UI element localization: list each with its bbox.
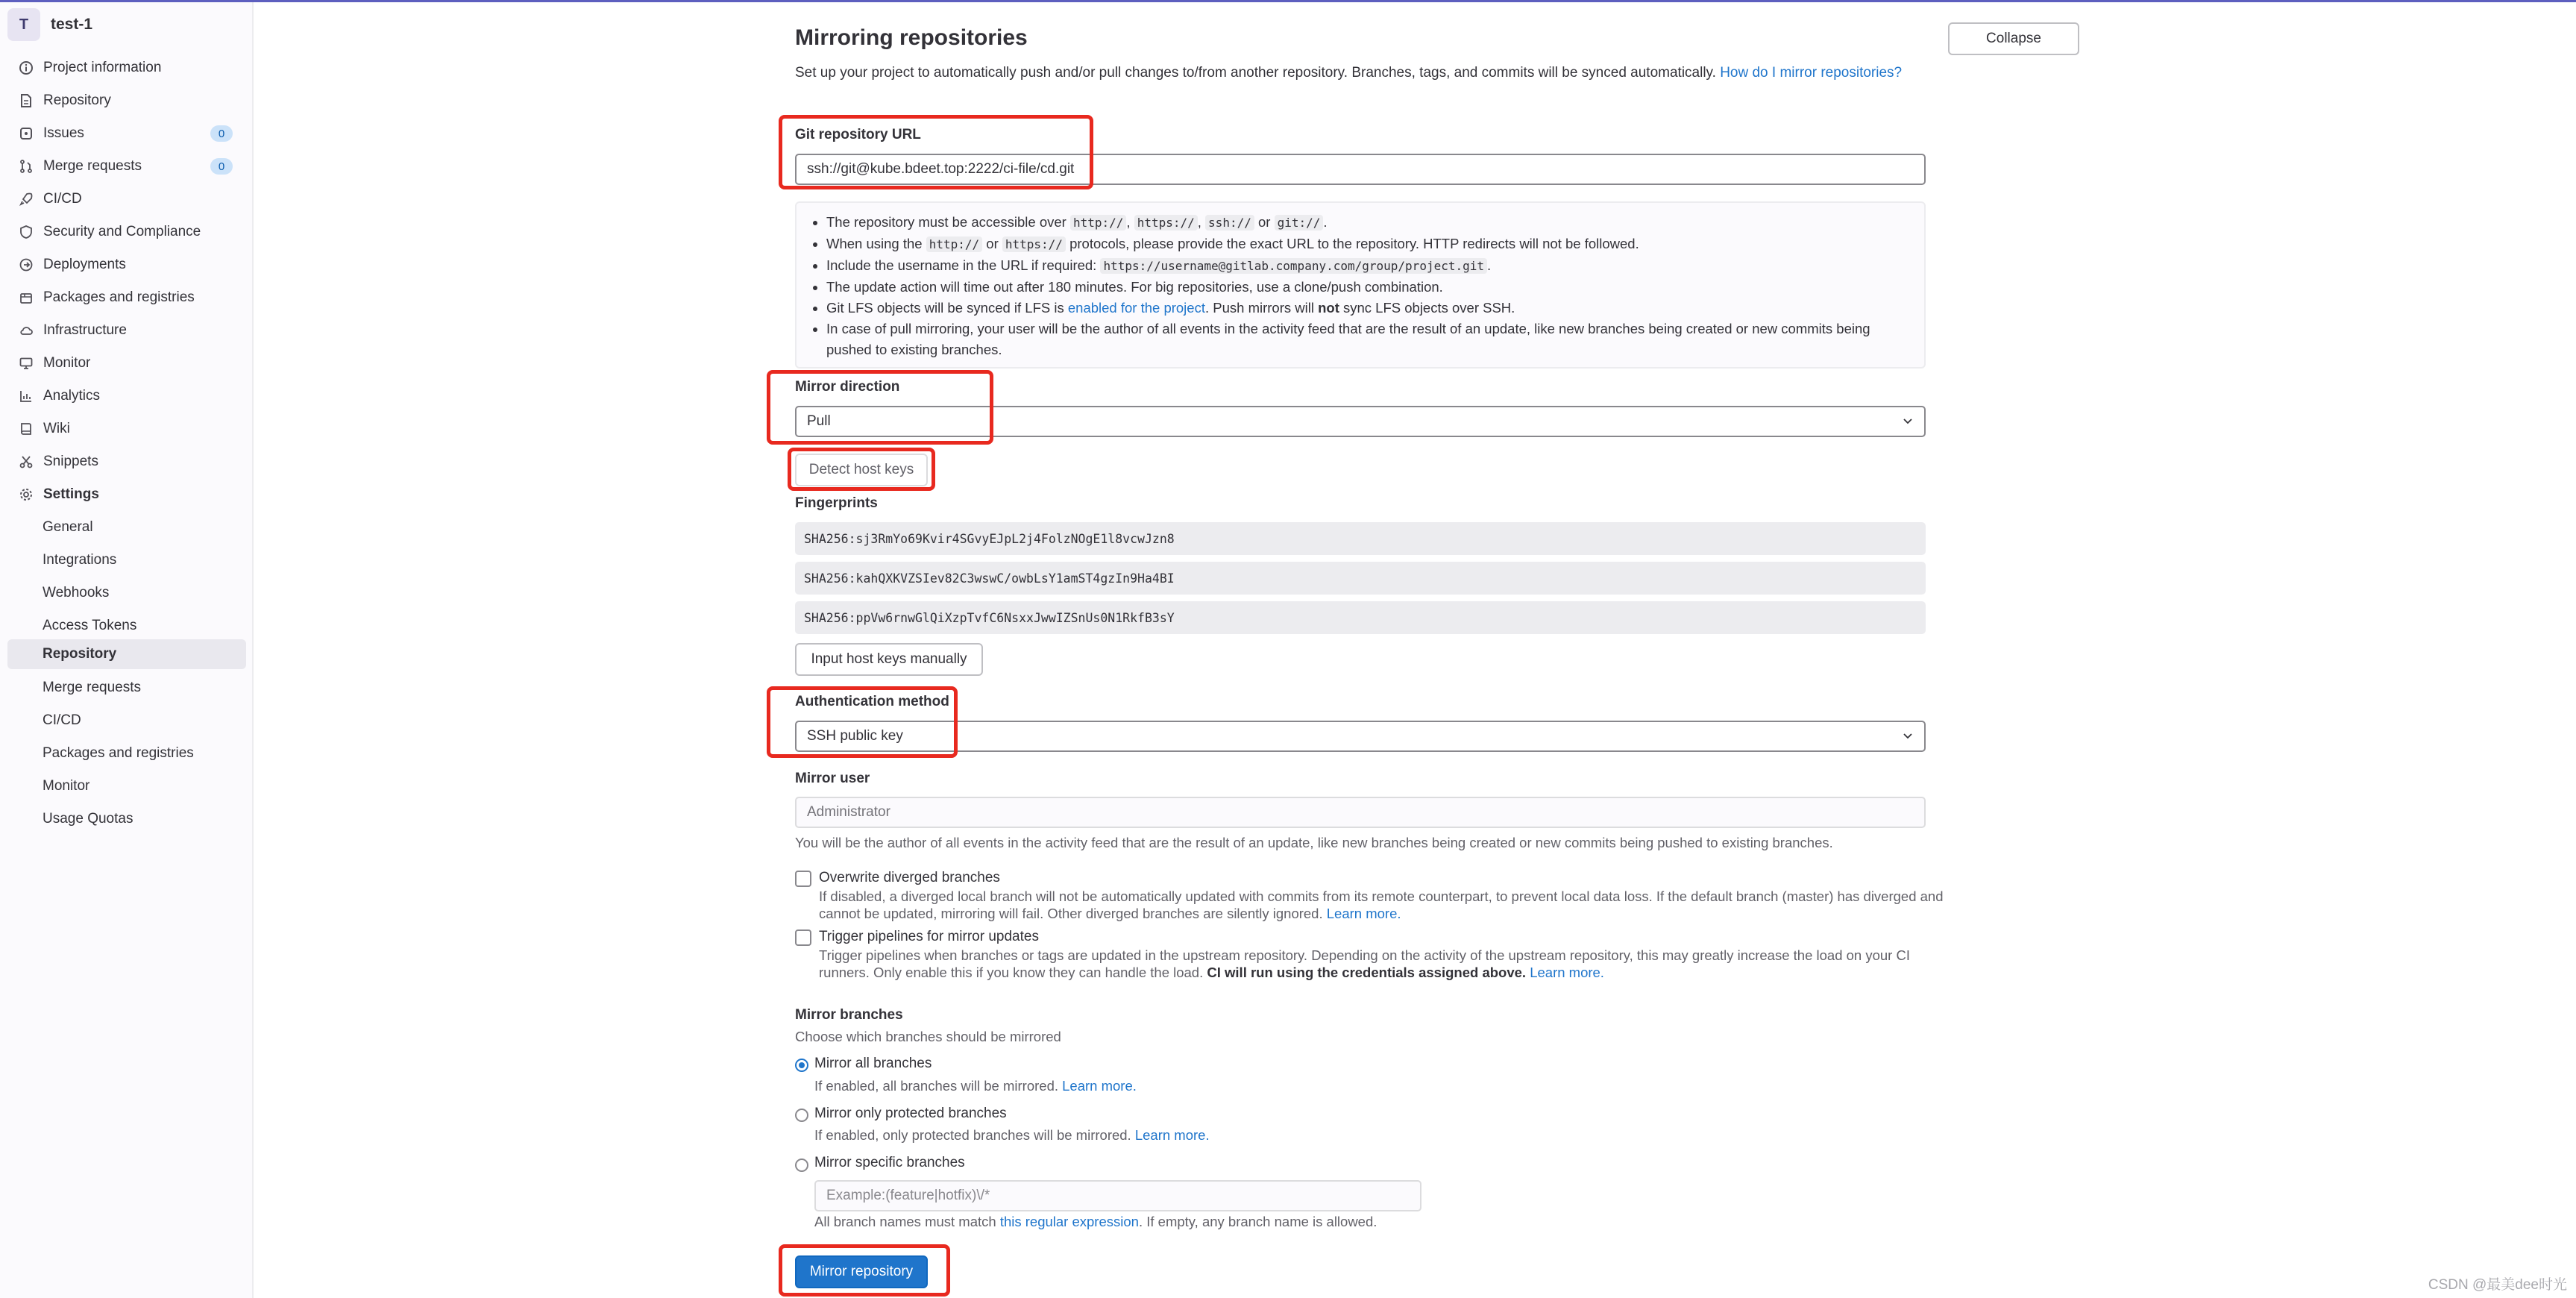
section-title: Mirroring repositories bbox=[795, 25, 1028, 50]
fingerprint-item: SHA256:ppVw6rnwGlQiXzpTvfC6NsxxJwwIZSnUs0N1RkfB3sY bbox=[795, 601, 1926, 634]
mirror-protected-branches-help: If enabled, only protected branches will be mirrored. Learn more. bbox=[814, 1127, 1210, 1143]
mirror-specific-branches-label[interactable]: Mirror specific branches bbox=[814, 1155, 965, 1170]
git-url-value: ssh://git@kube.bdeet.top:2222/ci-file/cd.git bbox=[807, 161, 1075, 177]
mirror-direction-value: Pull bbox=[807, 413, 831, 429]
help-item-pull-author: • In case of pull mirroring, your user will be the author of all events in the activity feed that are the result of an update, like new branches being created or new commits being pushed to existing branches. bbox=[826, 319, 1909, 360]
collapse-button[interactable]: Collapse bbox=[1948, 22, 2079, 55]
protected-branches-learn-more-link[interactable]: Learn more. bbox=[1134, 1127, 1210, 1143]
mirror-user-label: Mirror user bbox=[795, 771, 870, 786]
overwrite-diverged-help: If disabled, a diverged local branch will not be automatically updated with commits from its remote counterpart, to prevent local data loss. If the default branch (master) has diverged and cannot be updated, mirroring will fail. Other diverged branches are silently ignored. Learn more. bbox=[819, 888, 1944, 921]
project-name: test-1 bbox=[51, 16, 93, 33]
file-icon bbox=[18, 93, 34, 109]
sidebar-item-merge-requests[interactable] bbox=[7, 151, 246, 181]
lfs-enabled-link[interactable]: enabled for the project bbox=[1067, 300, 1205, 316]
sidebar-subitem-integrations[interactable]: Integrations bbox=[43, 552, 117, 568]
overwrite-learn-more-link[interactable]: Learn more. bbox=[1326, 906, 1401, 921]
sidebar-item-label: Deployments bbox=[43, 257, 126, 272]
mirror-branches-label: Mirror branches bbox=[795, 1007, 903, 1023]
rocket-icon bbox=[18, 191, 34, 207]
cloud-icon bbox=[18, 322, 34, 339]
scissors-icon bbox=[18, 454, 34, 470]
fingerprint-item: SHA256:sj3RmYo69Kvir4SGvyEJpL2j4FolzNOgE1l8vcwJzn8 bbox=[795, 522, 1926, 555]
mirror-branches-help: Choose which branches should be mirrored bbox=[795, 1029, 1061, 1044]
help-item-timeout: • The update action will time out after 180 minutes. For big repositories, use a clone/push combination. bbox=[826, 277, 1909, 298]
trigger-learn-more-link[interactable]: Learn more. bbox=[1530, 965, 1604, 980]
sidebar-item-packages-and-registries[interactable] bbox=[7, 283, 246, 313]
sidebar-item-label: Wiki bbox=[43, 421, 70, 436]
sidebar-item-deployments[interactable] bbox=[7, 250, 246, 280]
chart-icon bbox=[18, 388, 34, 404]
mirror-user-value: Administrator bbox=[807, 804, 890, 820]
help-item-lfs: • Git LFS objects will be synced if LFS is enabled for the project. Push mirrors will not sync LFS objects over SSH. bbox=[826, 298, 1909, 319]
mirror-direction-label: Mirror direction bbox=[795, 379, 900, 395]
sidebar-item-label: Security and Compliance bbox=[43, 224, 201, 239]
sidebar-subitem-monitor[interactable]: Monitor bbox=[43, 778, 90, 794]
top-accent-bar bbox=[0, 0, 2576, 2]
sidebar-item-label: Analytics bbox=[43, 388, 101, 404]
sidebar-subitem-usage-quotas[interactable]: Usage Quotas bbox=[43, 811, 133, 827]
sidebar-item-label: Settings bbox=[43, 486, 99, 502]
sidebar-subitem-repository[interactable]: Repository bbox=[7, 639, 246, 669]
regex-help: All branch names must match this regular expression. If empty, any branch name is allowed. bbox=[814, 1214, 1377, 1229]
sidebar-item-label: Snippets bbox=[43, 454, 98, 469]
auth-method-value: SSH public key bbox=[807, 728, 903, 744]
deployments-icon bbox=[18, 257, 34, 273]
sidebar-subitem-ci-cd[interactable]: CI/CD bbox=[43, 712, 81, 728]
detect-host-keys-button[interactable]: Detect host keys bbox=[795, 454, 928, 486]
mirror-specific-branches-radio[interactable] bbox=[795, 1159, 808, 1172]
mirror-user-help: You will be the author of all events in the activity feed that are the result of an update, like new branches being created or new commits being pushed to existing branches. bbox=[795, 835, 1833, 850]
help-item-username: • Include the username in the URL if required: https://username@gitlab.company.com/group/project.git . bbox=[826, 255, 1909, 277]
mirror-help-link[interactable]: How do I mirror repositories? bbox=[1720, 65, 1903, 81]
package-icon bbox=[18, 289, 34, 306]
chevron-down-icon bbox=[1902, 415, 1914, 430]
sidebar-subitem-access-tokens[interactable]: Access Tokens bbox=[43, 618, 137, 633]
overwrite-diverged-label[interactable]: Overwrite diverged branches bbox=[819, 870, 1000, 885]
sidebar-subitem-webhooks[interactable]: Webhooks bbox=[43, 585, 110, 601]
git-url-label: Git repository URL bbox=[795, 127, 921, 142]
fingerprint-item: SHA256:kahQXKVZSIev82C3wswC/owbLsY1amST4gzIn9Ha4BI bbox=[795, 562, 1926, 595]
all-branches-learn-more-link[interactable]: Learn more. bbox=[1062, 1078, 1137, 1094]
sidebar-item-label: Infrastructure bbox=[43, 322, 127, 338]
sidebar-item-project-information[interactable] bbox=[7, 53, 246, 83]
mirror-repository-button[interactable]: Mirror repository bbox=[795, 1255, 928, 1288]
specific-branches-regex-input[interactable] bbox=[814, 1180, 1421, 1211]
sidebar-subitem-merge-requests[interactable]: Merge requests bbox=[43, 680, 142, 695]
mirror-all-branches-help: If enabled, all branches will be mirrored. Learn more. bbox=[814, 1078, 1137, 1094]
sidebar-subitem-general[interactable]: General bbox=[43, 519, 93, 535]
trigger-pipelines-help: Trigger pipelines when branches or tags are updated in the upstream repository. Depending on the activity of the upstream repository, this may greatly increase the load on your CI runners. Only enable this if you know they can handle the load. CI will run using the credentials assigned above. Learn more. bbox=[819, 947, 1910, 980]
mirror-all-branches-radio[interactable] bbox=[795, 1059, 808, 1072]
mirror-protected-branches-radio[interactable] bbox=[795, 1109, 808, 1122]
sidebar-item-infrastructure[interactable] bbox=[7, 316, 246, 345]
shield-icon bbox=[18, 224, 34, 240]
gear-icon bbox=[18, 486, 34, 503]
sidebar-item-label: Packages and registries bbox=[43, 289, 195, 305]
regular-expression-link[interactable]: this regular expression bbox=[999, 1214, 1139, 1229]
auth-method-label: Authentication method bbox=[795, 694, 949, 709]
sidebar-item-snippets[interactable] bbox=[7, 447, 246, 477]
sidebar-item-label: Merge requests bbox=[43, 158, 142, 174]
sidebar-item-repository[interactable] bbox=[7, 86, 246, 116]
mirror-protected-branches-label[interactable]: Mirror only protected branches bbox=[814, 1106, 1007, 1121]
mirror-all-branches-label[interactable]: Mirror all branches bbox=[814, 1056, 932, 1071]
sidebar bbox=[0, 2, 254, 1298]
mirror-user-input bbox=[795, 797, 1926, 828]
sidebar-item-ci-cd[interactable] bbox=[7, 184, 246, 214]
merge-request-icon bbox=[18, 158, 34, 175]
sidebar-item-label: Monitor bbox=[43, 355, 91, 371]
help-item-access: • The repository must be accessible over http:// , https:// , ssh:// or git:// . bbox=[826, 212, 1909, 233]
sidebar-item-settings[interactable] bbox=[7, 480, 246, 510]
sidebar-item-label: Repository bbox=[43, 93, 111, 108]
project-header[interactable] bbox=[7, 8, 92, 41]
specific-branches-placeholder: Example:(feature|hotfix)\/* bbox=[826, 1188, 990, 1203]
project-avatar: T bbox=[7, 8, 40, 41]
watermark: CSDN @最美dee时光 bbox=[2428, 1277, 2567, 1293]
monitor-icon bbox=[18, 355, 34, 371]
url-help-box bbox=[795, 201, 1926, 369]
trigger-pipelines-checkbox[interactable] bbox=[795, 929, 811, 946]
section-description-text: Set up your project to automatically push and/or pull changes to/from another repository. Branches, tags, and commits will be synced automatically. bbox=[795, 65, 1716, 81]
sidebar-subitem-packages-and-registries[interactable]: Packages and registries bbox=[43, 745, 194, 761]
section-description bbox=[795, 63, 1958, 84]
info-icon bbox=[18, 60, 34, 76]
sidebar-item-label: Issues bbox=[43, 125, 84, 141]
mirror-direction-select[interactable] bbox=[795, 406, 1926, 437]
trigger-pipelines-label[interactable]: Trigger pipelines for mirror updates bbox=[819, 929, 1039, 944]
git-url-input[interactable] bbox=[795, 154, 1926, 185]
sidebar-item-wiki[interactable] bbox=[7, 414, 246, 444]
help-item-http: • When using the http:// or https:// protocols, please provide the exact URL to the repository. HTTP redirects will not be followed. bbox=[826, 233, 1909, 255]
sidebar-item-label: CI/CD bbox=[43, 191, 82, 207]
input-host-keys-manually-button[interactable]: Input host keys manually bbox=[795, 643, 983, 676]
overwrite-diverged-checkbox[interactable] bbox=[795, 871, 811, 887]
fingerprints-label: Fingerprints bbox=[795, 495, 878, 511]
issues-icon bbox=[18, 125, 34, 142]
sidebar-item-label: Project information bbox=[43, 60, 162, 75]
issues-count-badge: 0 bbox=[210, 125, 233, 142]
book-icon bbox=[18, 421, 34, 437]
sidebar-item-analytics[interactable] bbox=[7, 381, 246, 411]
sidebar-item-security-and-compliance[interactable] bbox=[7, 217, 246, 247]
auth-method-select[interactable] bbox=[795, 721, 1926, 752]
chevron-down-icon bbox=[1902, 730, 1914, 745]
merge-requests-count-badge: 0 bbox=[210, 158, 233, 175]
sidebar-item-monitor[interactable] bbox=[7, 348, 246, 378]
sidebar-item-issues[interactable] bbox=[7, 119, 246, 148]
